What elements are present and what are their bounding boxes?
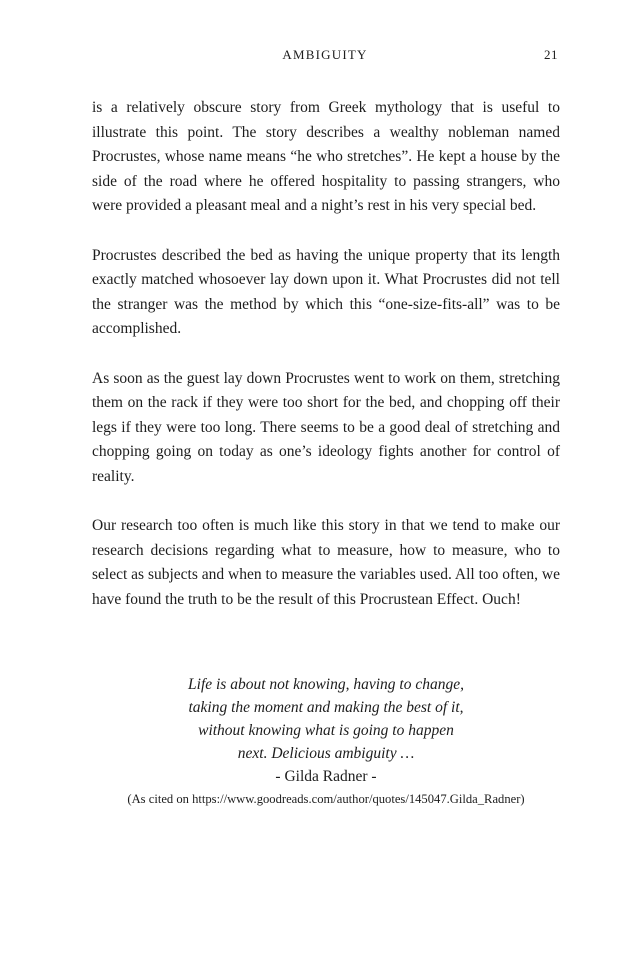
quote-line-2: taking the moment and making the best of it, [188, 699, 464, 716]
page-number: 21 [544, 47, 558, 62]
quote-line-3: without knowing what is going to happen [198, 722, 454, 739]
quote-attribution: - Gilda Radner - [275, 768, 377, 785]
running-title: AMBIGUITY [282, 47, 368, 62]
body-text [92, 96, 560, 637]
epigraph-quote [60, 673, 592, 810]
paragraph-1: is a relatively obscure story from Greek mythology that is useful to illustrate this point. The story describes a wealthy nobleman named Procrustes, whose name means “he who stretches”. He kept a house by the side of the road where he offered hospitality to passing strangers, who were provided a pleasant meal and a night’s rest in his very special bed. [92, 99, 560, 215]
running-header [92, 47, 558, 69]
quote-line-1: Life is about not knowing, having to change, [188, 676, 464, 693]
paragraph-2: Procrustes described the bed as having the unique property that its length exactly matched whosoever lay down upon it. What Procrustes did not tell the stranger was the method by which this “one-size-fits-all” was to be accomplished. [92, 246, 560, 338]
paragraph-4: Our research too often is much like this story in that we tend to make our research decisions regarding what to measure, how to measure, who to select as subjects and when to measure the variables used. All too often, we have found the truth to be the result of this Procrustean Effect. Ouch! [92, 517, 560, 608]
quote-line-4: next. Delicious ambiguity … [237, 745, 415, 762]
quote-source: (As cited on https://www.goodreads.com/author/quotes/145047.Gilda_Radner) [127, 792, 525, 806]
paragraph-3: As soon as the guest lay down Procrustes went to work on them, stretching them on the rack if they were too short for the bed, and chopping off their legs if they were too long. There seems to be a good deal of stretching and chopping going on today as one’s ideology fights another for control of reality. [92, 369, 560, 485]
